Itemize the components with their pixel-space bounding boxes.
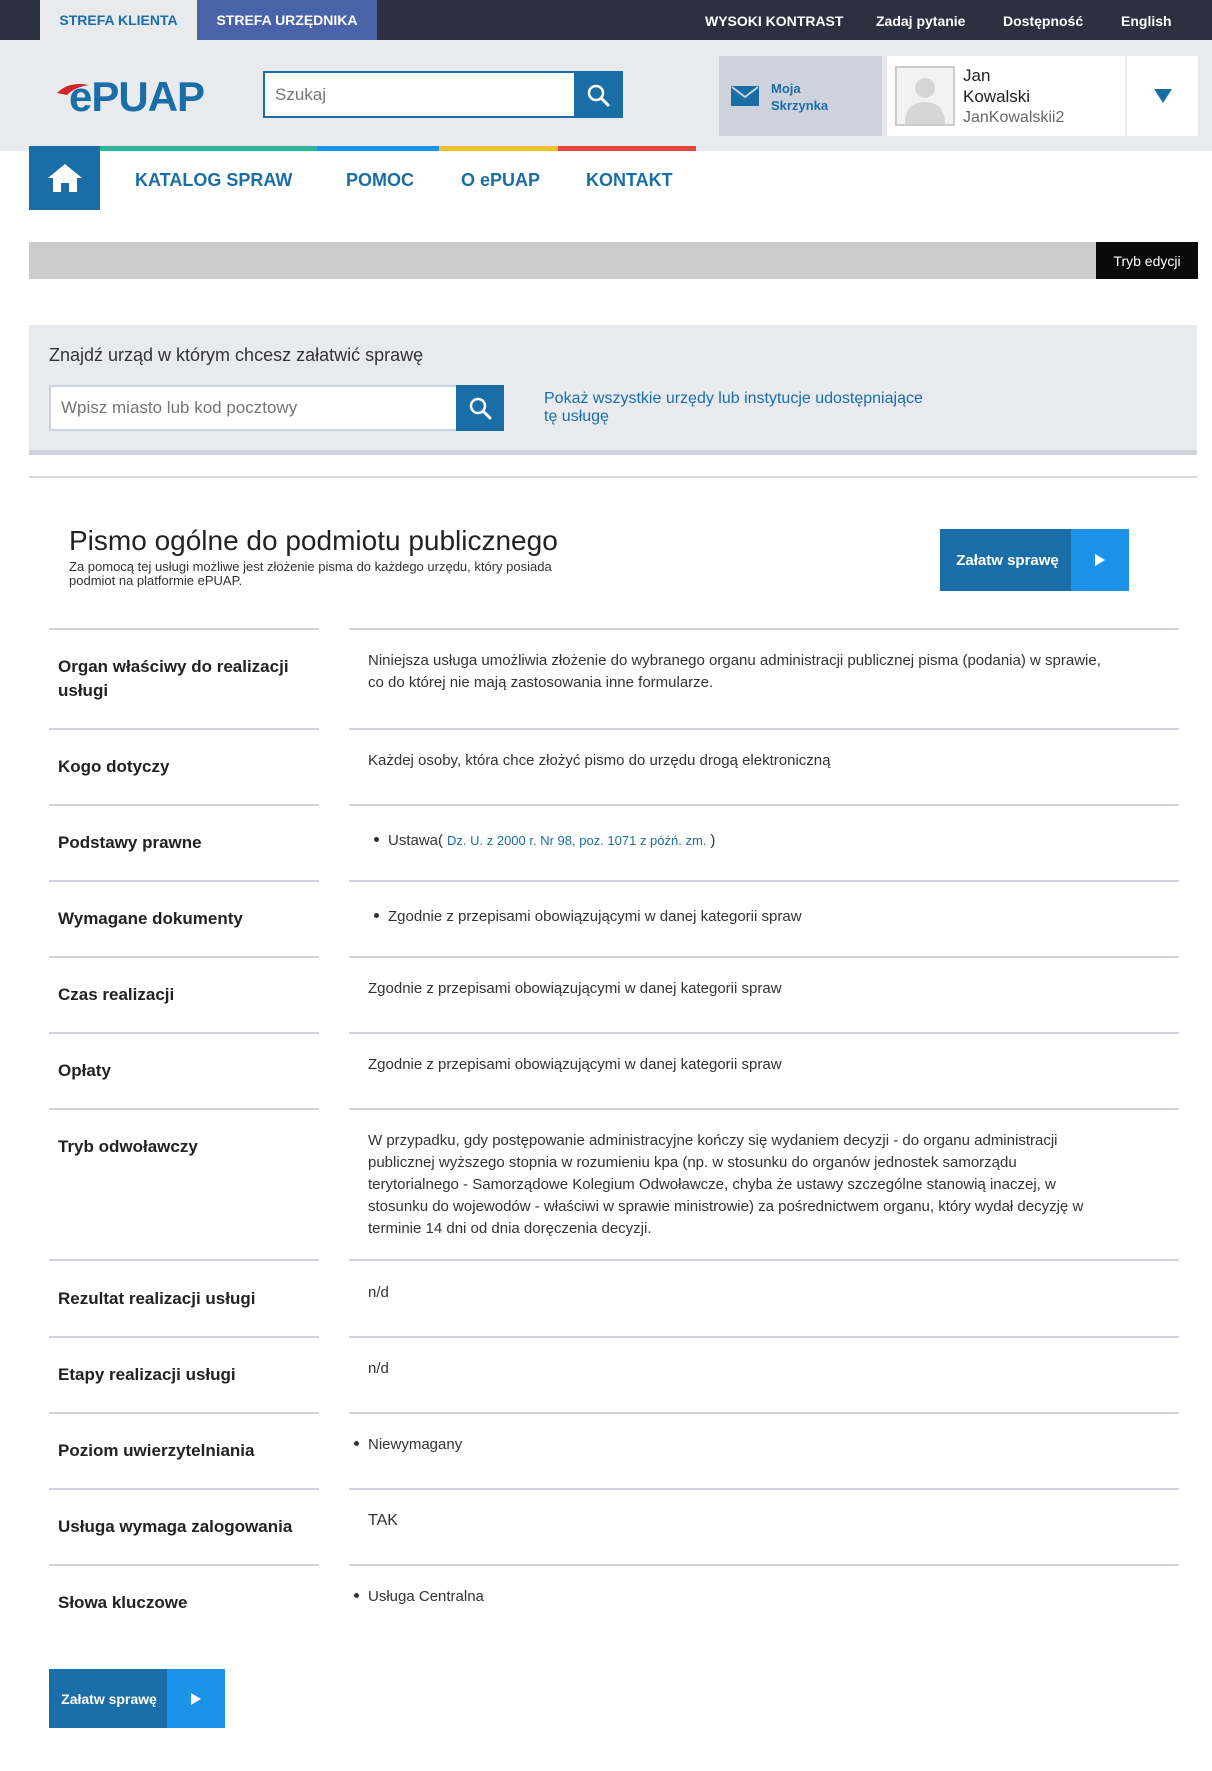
- label-stages: Etapy realizacji usługi: [58, 1365, 236, 1384]
- epuap-logo[interactable]: [55, 73, 235, 117]
- play-arrow-icon: [1071, 529, 1129, 591]
- search-icon: [586, 83, 610, 107]
- label-result: Rezultat realizacji usługi: [58, 1289, 256, 1308]
- row-divider: [349, 1259, 1179, 1261]
- row-divider: [49, 628, 319, 630]
- play-arrow-icon: [167, 1669, 225, 1728]
- row-divider: [349, 628, 1179, 630]
- row-divider: [49, 1488, 319, 1490]
- section-divider: [29, 476, 1197, 478]
- row-divider: [49, 1412, 319, 1414]
- value-login-required: TAK: [368, 1512, 398, 1529]
- value-time: Zgodnie z przepisami obowiązującymi w danej kategorii spraw: [368, 980, 782, 997]
- row-divider: [49, 1108, 319, 1110]
- envelope-icon: [731, 86, 759, 106]
- handle-case-label: Załatw sprawę: [61, 1690, 157, 1707]
- avatar: [895, 66, 955, 126]
- label-legal-basis: Podstawy prawne: [58, 833, 202, 852]
- row-divider: [49, 880, 319, 882]
- label-time: Czas realizacji: [58, 985, 175, 1004]
- row-divider: [349, 880, 1179, 882]
- service-description: Za pomocą tej usługi możliwe jest złożenie pisma do każdego urzędu, który posiada podmiot na platformie ePUAP.: [69, 559, 552, 588]
- epuap-logo-image: [55, 73, 235, 117]
- service-title: Pismo ogólne do podmiotu publicznego: [69, 525, 558, 556]
- bullet: [374, 913, 379, 918]
- row-divider: [349, 1032, 1179, 1034]
- bullet: [354, 1441, 359, 1446]
- nav-strip-yellow: [439, 146, 558, 151]
- show-all-offices-link[interactable]: Pokaż wszystkie urzędy lub instytucje udostępniające tę usługę: [544, 390, 923, 425]
- row-divider: [349, 1412, 1179, 1414]
- row-divider: [49, 956, 319, 958]
- tab-official-zone[interactable]: STREFA URZĘDNIKA: [197, 0, 377, 40]
- home-icon: [47, 163, 83, 193]
- high-contrast-link[interactable]: WYSOKI KONTRAST: [705, 13, 844, 29]
- find-office-button[interactable]: [456, 385, 504, 431]
- edit-mode-button[interactable]: Tryb edycji: [1096, 242, 1198, 279]
- user-silhouette-icon: [897, 68, 953, 124]
- user-login: JanKowalskii2: [963, 109, 1065, 126]
- value-fees: Zgodnie z przepisami obowiązującymi w danej kategorii spraw: [368, 1056, 782, 1073]
- handle-case-button[interactable]: [940, 529, 1129, 591]
- row-divider: [349, 1564, 1179, 1566]
- svg-text:ePUAP: ePUAP: [69, 73, 205, 117]
- value-keywords: Usługa Centralna: [354, 1586, 1144, 1608]
- legal-act-link[interactable]: Dz. U. z 2000 r. Nr 98, poz. 1071 z późń. zm.: [447, 833, 707, 848]
- find-office-title: Znajdź urząd w którym chcesz załatwić sprawę: [49, 345, 424, 365]
- handle-case-button-bottom[interactable]: [49, 1669, 225, 1728]
- row-divider: [49, 1336, 319, 1338]
- home-button[interactable]: [29, 146, 100, 210]
- label-who: Kogo dotyczy: [58, 757, 170, 776]
- label-login-required: Usługa wymaga zalogowania: [58, 1517, 293, 1536]
- bullet: [374, 837, 379, 842]
- mailbox-label: Moja Skrzynka: [771, 81, 829, 113]
- row-divider: [49, 804, 319, 806]
- search-icon: [468, 396, 492, 420]
- user-menu-toggle[interactable]: [1127, 56, 1198, 136]
- row-divider: [49, 1564, 319, 1566]
- label-organ: Organ właściwy do realizacji usługi: [58, 657, 289, 700]
- row-divider: [349, 1108, 1179, 1110]
- value-stages: n/d: [368, 1360, 389, 1377]
- row-divider: [49, 1032, 319, 1034]
- edit-bar: [29, 242, 1197, 279]
- value-result: n/d: [368, 1284, 389, 1301]
- label-appeal: Tryb odwoławczy: [58, 1137, 198, 1156]
- nav-contact[interactable]: KONTAKT: [586, 170, 673, 190]
- value-required-docs: Zgodnie z przepisami obowiązującymi w danej kategorii spraw: [374, 906, 1164, 928]
- nav-catalog[interactable]: KATALOG SPRAW: [135, 170, 293, 190]
- value-organ: Niniejsza usługa umożliwia złożenie do wybranego organu administracji publicznej pisma (podania) w sprawie, co do której nie mają zastosowania inne formularze.: [368, 652, 1101, 691]
- ask-question-link[interactable]: Zadaj pytanie: [876, 13, 966, 29]
- row-divider: [49, 728, 319, 730]
- user-last-name: Kowalski: [963, 87, 1031, 106]
- triangle-down-icon: [1153, 88, 1173, 104]
- row-divider: [49, 1259, 319, 1261]
- language-link[interactable]: English: [1121, 13, 1172, 29]
- accessibility-link[interactable]: Dostępność: [1003, 13, 1084, 29]
- bullet: [354, 1593, 359, 1598]
- handle-case-label: Załatw sprawę: [956, 551, 1059, 569]
- nav-about[interactable]: O ePUAP: [461, 170, 541, 190]
- user-panel: [887, 56, 1198, 136]
- row-divider: [349, 728, 1179, 730]
- value-legal-basis: Ustawa( Dz. U. z 2000 r. Nr 98, poz. 1071 z późń. zm. ): [374, 830, 1164, 852]
- tab-client-zone[interactable]: STREFA KLIENTA: [40, 0, 197, 40]
- row-divider: [349, 1336, 1179, 1338]
- label-required-docs: Wymagane dokumenty: [58, 909, 243, 928]
- value-who: Każdej osoby, która chce złożyć pismo do urzędu drogą elektroniczną: [368, 752, 831, 769]
- my-mailbox-button[interactable]: [719, 56, 882, 136]
- value-auth-level: Niewymagany: [354, 1434, 1144, 1456]
- nav-help[interactable]: POMOC: [346, 170, 415, 190]
- label-auth-level: Poziom uwierzytelniania: [58, 1441, 255, 1460]
- nav-strip-blue: [317, 146, 439, 151]
- value-appeal: W przypadku, gdy postępowanie administracyjne kończy się wydaniem decyzji - do organu administracji publicznej wyższego stopnia w rozumieniu kpa (np. w stosunku do organów jednostek samorządu terytorialnego - Samorządowe Kolegium Odwoławcze, chyba że ustawy szczególne stanowią inaczej, w stosunku do wojewodów - właściwi w sprawie ministrowie) za pośrednictwem organu, który wydał decyzję w terminie 14 dni od dnia doręczenia decyzji.: [368, 1132, 1084, 1237]
- search-input[interactable]: [265, 73, 575, 116]
- row-divider: [349, 804, 1179, 806]
- site-search: [263, 71, 623, 118]
- city-postcode-input[interactable]: [51, 387, 457, 429]
- search-button[interactable]: [574, 73, 621, 116]
- row-divider: [349, 956, 1179, 958]
- label-keywords: Słowa kluczowe: [58, 1593, 188, 1612]
- nav-strip-red: [558, 146, 696, 151]
- label-fees: Opłaty: [58, 1061, 111, 1080]
- user-first-name: Jan: [963, 66, 991, 85]
- find-office-panel: [29, 325, 1197, 455]
- nav-strip-green: [100, 146, 317, 151]
- top-bar: [0, 0, 1212, 40]
- site-header: [0, 40, 1212, 151]
- find-office-search: [49, 385, 504, 431]
- row-divider: [349, 1488, 1179, 1490]
